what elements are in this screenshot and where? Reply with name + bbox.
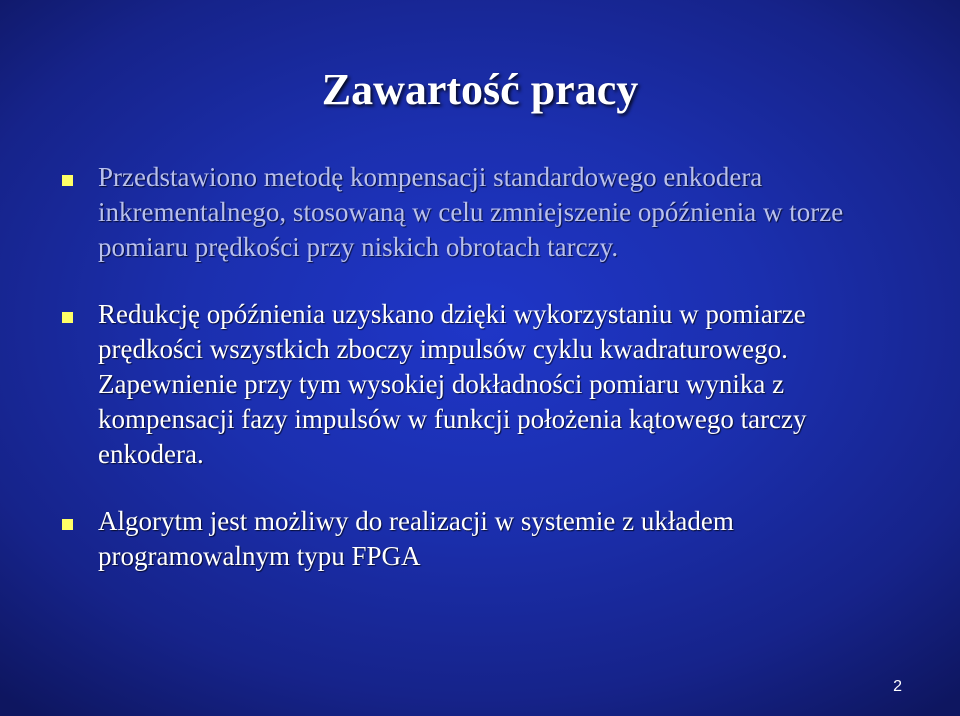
bullet-list	[62, 160, 912, 574]
square-bullet-icon	[62, 519, 73, 530]
bullet-text: Redukcję opóźnienia uzyskano dzięki wykorzystaniu w pomiarze prędkości wszystkich zboczy impulsów cyklu kwadraturowego. Zapewnienie przy tym wysokiej dokładności pomiaru wynika z kompensacji fazy impulsów w funkcji położenia kątowego tarczy enkodera.	[98, 299, 807, 469]
bullet-item	[62, 504, 912, 574]
bullet-text: Przedstawiono metodę kompensacji standardowego enkodera inkrementalnego, stosowaną w celu zmniejszenie opóźnienia w torze pomiaru prędkości przy niskich obrotach tarczy.	[98, 162, 844, 262]
square-bullet-icon	[62, 312, 73, 323]
bullet-item	[62, 160, 912, 265]
bullet-item	[62, 297, 912, 472]
square-bullet-icon	[62, 175, 73, 186]
slide-title: Zawartość pracy	[321, 65, 639, 114]
page-number: 2	[893, 678, 902, 695]
bullet-text: Algorytm jest możliwy do realizacji w systemie z układem programowalnym typu FPGA	[98, 506, 734, 571]
